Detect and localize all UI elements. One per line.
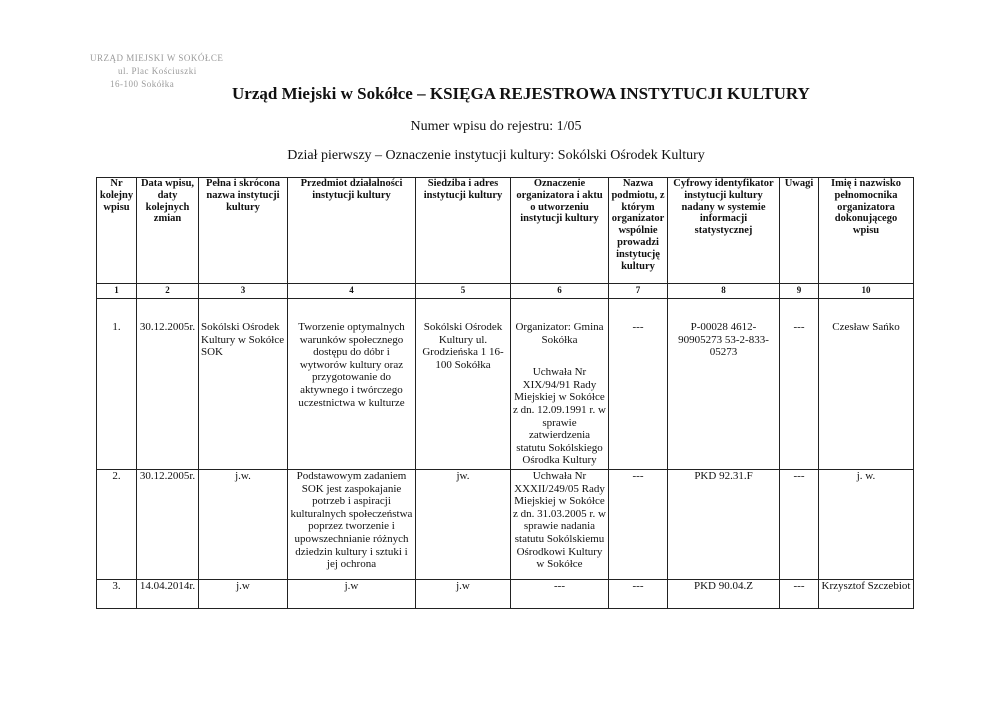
column-number: 9 xyxy=(780,284,819,299)
address: jw. xyxy=(416,470,511,580)
partner: --- xyxy=(609,580,668,609)
register-table xyxy=(96,177,914,609)
column-number: 5 xyxy=(416,284,511,299)
stamp-line-1: URZĄD MIEJSKI W SOKÓŁCE xyxy=(90,53,224,63)
column-header: Uwagi xyxy=(780,178,819,284)
section-heading: Dział pierwszy – Oznaczenie instytucji kultury: Sokólski Ośrodek Kultury xyxy=(287,148,705,163)
organizer xyxy=(511,299,609,470)
document-title: Urząd Miejski w Sokółce – KSIĘGA REJESTROWA INSTYTUCJI KULTURY xyxy=(232,84,810,103)
stamp-line-2: ul. Plac Kościuszki xyxy=(118,66,197,76)
statistical-identifier: PKD 92.31.F xyxy=(668,470,780,580)
column-header: Nr kolejny wpisu xyxy=(97,178,137,284)
activity: Tworzenie optymalnych warunków społecznego dostępu do dóbr i wytworów kultury oraz przygotowanie do aktywnego i twórczego uczestnictwa w kulturze xyxy=(288,299,416,470)
column-header: Oznaczenie organizatora i aktu o utworzeniu instytucji kultury xyxy=(511,178,609,284)
column-header: Imię i nazwisko pełnomocnika organizatora dokonującego wpisu xyxy=(819,178,914,284)
founding-act: Uchwała Nr XIX/94/91 Rady Miejskiej w Sokółce z dn. 12.09.1991 r. w sprawie zatwierdzenia statutu Sokólskiego Ośrodka Kultury xyxy=(513,366,606,467)
column-header: Cyfrowy identyfikator instytucji kultury nadany w systemie informacji statystycznej xyxy=(668,178,780,284)
row-number: 3. xyxy=(97,580,137,609)
address: Sokólski Ośrodek Kultury ul. Grodzieńska 1 16-100 Sokółka xyxy=(416,299,511,470)
entry-date: 30.12.2005r. xyxy=(137,470,199,580)
statistical-identifier: PKD 90.04.Z xyxy=(668,580,780,609)
entry-date: 30.12.2005r. xyxy=(137,299,199,470)
table-header-row xyxy=(97,178,914,284)
column-number: 4 xyxy=(288,284,416,299)
column-number: 7 xyxy=(609,284,668,299)
institution-name: j.w xyxy=(199,580,288,609)
institution-name: Sokólski Ośrodek Kultury w Sokółce SOK xyxy=(199,299,288,470)
notes: --- xyxy=(780,470,819,580)
organizer: --- xyxy=(511,580,609,609)
column-number: 10 xyxy=(819,284,914,299)
entry-date: 14.04.2014r. xyxy=(137,580,199,609)
column-number-row xyxy=(97,284,914,299)
column-header: Data wpisu, daty kolejnych zmian xyxy=(137,178,199,284)
partner: --- xyxy=(609,470,668,580)
partner: --- xyxy=(609,299,668,470)
stamp-line-3: 16-100 Sokółka xyxy=(110,79,175,89)
table-row xyxy=(97,580,914,609)
column-header: Nazwa podmiotu, z którym organizator wspólnie prowadzi instytucję kultury xyxy=(609,178,668,284)
authorized-person: Krzysztof Szczebiot xyxy=(819,580,914,609)
registry-number: Numer wpisu do rejestru: 1/05 xyxy=(410,119,582,134)
notes: --- xyxy=(780,299,819,470)
office-stamp xyxy=(90,52,230,91)
column-header: Pełna i skrócona nazwa instytucji kultury xyxy=(199,178,288,284)
activity: Podstawowym zadaniem SOK jest zaspokajanie potrzeb i aspiracji kulturalnych społeczeństwa poprzez tworzenie i upowszechnianie różnych dziedzin kultury i sztuki i jej ochrona xyxy=(288,470,416,580)
organizer-name: Organizator: Gmina Sokółka xyxy=(515,321,604,346)
row-number: 1. xyxy=(97,299,137,470)
table-row xyxy=(97,299,914,470)
column-number: 6 xyxy=(511,284,609,299)
address: j.w xyxy=(416,580,511,609)
row-number: 2. xyxy=(97,470,137,580)
authorized-person: j. w. xyxy=(819,470,914,580)
table-row xyxy=(97,470,914,580)
organizer: Uchwała Nr XXXII/249/05 Rady Miejskiej w Sokółce z dn. 31.03.2005 r. w sprawie nadania statutu Sokólskiemu Ośrodkowi Kultury w Sokółce xyxy=(511,470,609,580)
statistical-identifier: P-00028 4612-90905273 53-2-833-05273 xyxy=(668,299,780,470)
column-header: Siedziba i adres instytucji kultury xyxy=(416,178,511,284)
column-header: Przedmiot działalności instytucji kultury xyxy=(288,178,416,284)
column-number: 8 xyxy=(668,284,780,299)
column-number: 2 xyxy=(137,284,199,299)
activity: j.w xyxy=(288,580,416,609)
authorized-person: Czesław Sańko xyxy=(819,299,914,470)
institution-name: j.w. xyxy=(199,470,288,580)
column-number: 1 xyxy=(97,284,137,299)
column-number: 3 xyxy=(199,284,288,299)
notes: --- xyxy=(780,580,819,609)
